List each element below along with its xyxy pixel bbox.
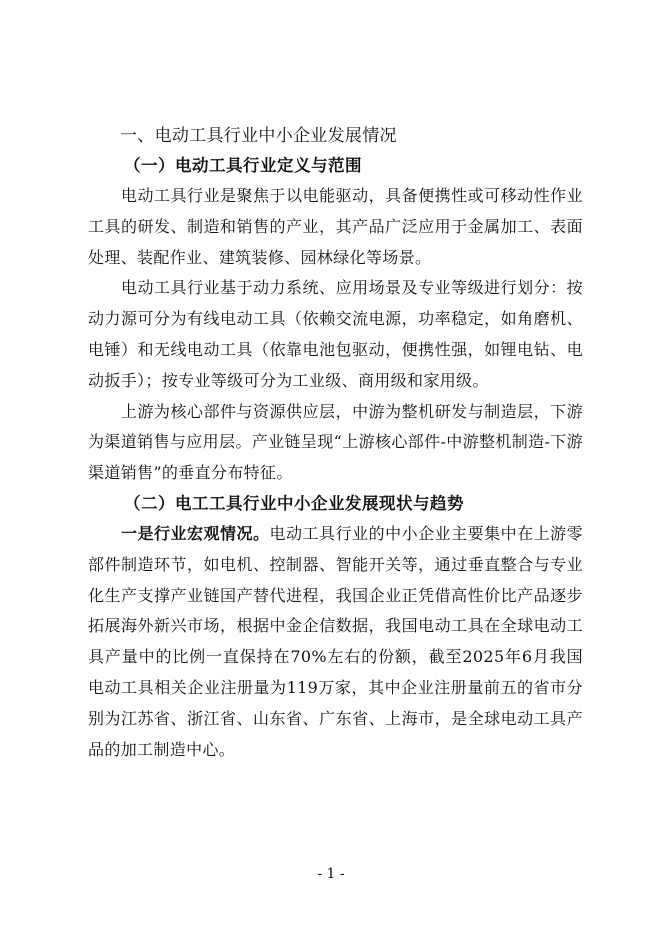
lead-phrase: 一是行业宏观情况。 xyxy=(121,523,270,543)
page-number: - 1 - xyxy=(317,866,345,882)
paragraph-macro-text: 电动工具行业的中小企业主要集中在上游零部件制造环节，如电机、控制器、智能开关等，通过垂直整合与专业化生产支撑产业链国产替代进程，我国企业正凭借高性价比产品逐步拓展海外新兴市场，根据中金企信数据，我国电动工具在全球电动工具产量中的比例一直保持在70%左右的份额，截至2025年6月我国电动工具相关企业注册量为119万家，其中企业注册量前五的省市分别为江苏省、浙江省、山东省、广东省、上海市，是全球电动工具产品的加工制造中心。 xyxy=(88,523,583,759)
paragraph-supply-chain: 上游为核心部件与资源供应层，中游为整机研发与制造层，下游为渠道销售与应用层。产业链呈现“上游核心部件-中游整机制造-下游渠道销售”的垂直分布特征。 xyxy=(88,401,583,483)
document-body xyxy=(88,121,583,765)
paragraph-macro-overview xyxy=(88,519,583,765)
section-heading: 一、电动工具行业中小企业发展情况 xyxy=(120,126,397,146)
paragraph-classification: 电动工具行业基于动力系统、应用场景及专业等级进行划分：按动力源可分为有线电动工具（依赖交流电源，功率稳定，如角磨机、电锤）和无线电动工具（依靠电池包驱动，便携性强，如锂电钻、电动扳手）；按专业等级可分为工业级、商用级和家用级。 xyxy=(88,278,583,390)
subsection-heading-definition: （一）电动工具行业定义与范围 xyxy=(124,156,362,175)
subsection-heading-status: （二）电工工具行业中小企业发展现状与趋势 xyxy=(124,493,464,513)
paragraph-definition: 电动工具行业是聚焦于以电能驱动，具备便携性或可移动性作业工具的研发、制造和销售的产业，其产品广泛应用于金属加工、表面处理、装配作业、建筑装修、园林绿化等场景。 xyxy=(88,186,583,267)
